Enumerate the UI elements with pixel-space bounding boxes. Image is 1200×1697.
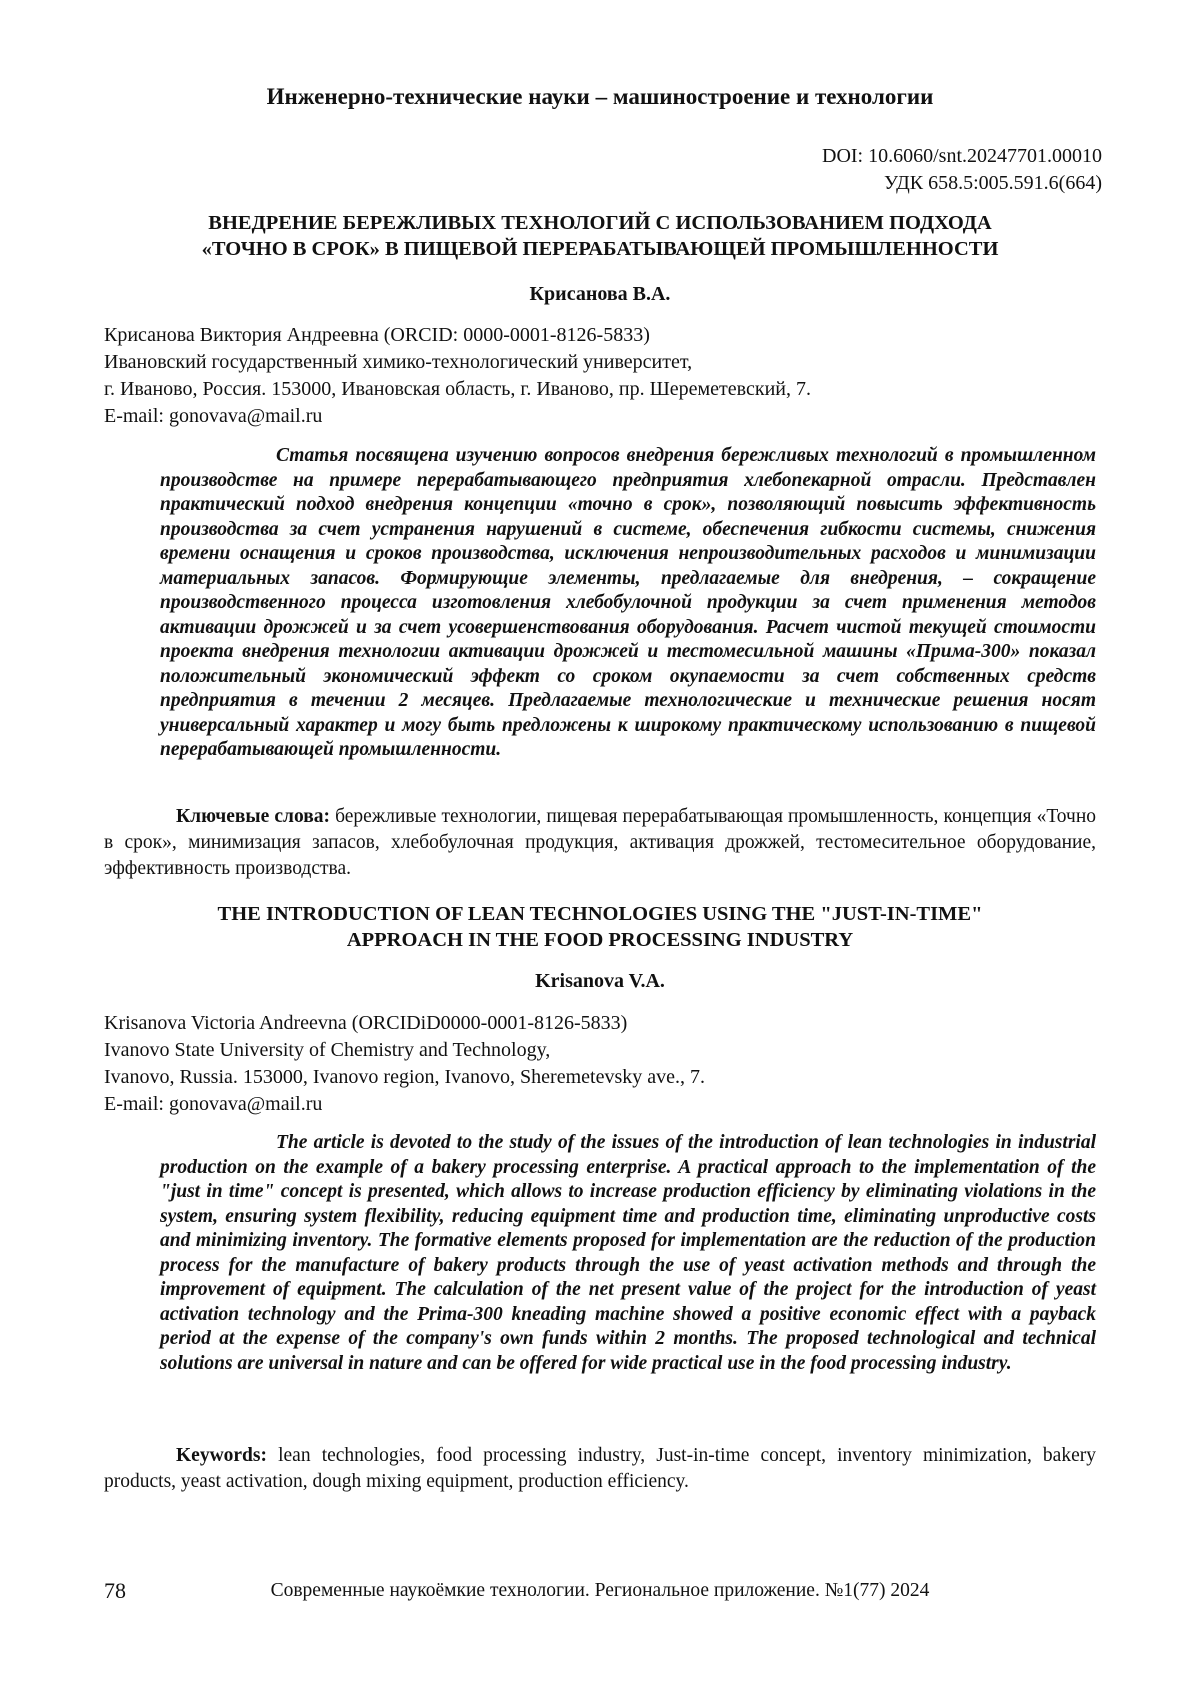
ru-affil-name: Крисанова Виктория Андреевна (ORCID: 0000-0001-8126-5833) (104, 324, 650, 346)
footer-journal-name: Современные наукоёмкие технологии. Региональное приложение. №1(77) 2024 (270, 1580, 930, 1601)
en-affil-address: Ivanovo, Russia. 153000, Ivanovo region, Ivanovo, Sheremetevsky ave., 7. (104, 1066, 705, 1088)
doi-block (822, 143, 1102, 197)
en-affil-university: Ivanovo State University of Chemistry and Technology, (104, 1039, 551, 1061)
ru-title-line-2: «ТОЧНО В СРОК» В ПИЩЕВОЙ ПЕРЕРАБАТЫВАЮЩЕЙ ПРОМЫШЛЕННОСТИ (201, 238, 999, 260)
en-affil-name: Krisanova Victoria Andreevna (ORCIDiD0000-0001-8126-5833) (104, 1012, 628, 1034)
doi: DOI: 10.6060/snt.20247701.00010 (822, 145, 1102, 167)
ru-keywords (104, 804, 1096, 882)
page-number: 78 (104, 1578, 126, 1603)
journal-section-heading: Инженерно-технические науки – машиностроение и технологии (266, 84, 934, 109)
en-author-short: Krisanova V.A. (535, 970, 665, 992)
en-affiliation (104, 1010, 1104, 1118)
ru-affiliation (104, 322, 1104, 430)
ru-title-line-1: ВНЕДРЕНИЕ БЕРЕЖЛИВЫХ ТЕХНОЛОГИЙ С ИСПОЛЬЗОВАНИЕМ ПОДХОДА (208, 212, 992, 234)
ru-affil-email: E-mail: gonovava@mail.ru (104, 405, 323, 427)
en-keywords-label: Keywords: (176, 1445, 267, 1466)
ru-abstract: Статья посвящена изучению вопросов внедрения бережливых технологий в промышленном производстве на примере перерабатывающего предприятия хлебопекарной отрасли. Представлен практический подход внедрения концепции «точно в срок», позволяющий повысить эффективность производства за счет устранения нарушений в системе, обеспечения гибкости системы, снижения времени оснащения и сроков производства, исключения непроизводительных расходов и минимизации материальных запасов. Формирующие элементы, предлагаемые для внедрения, – сокращение производственного процесса изготовления хлебобулочной продукции за счет применения методов активации дрожжей и за счет усовершенствования оборудования. Расчет чистой текущей стоимости проекта внедрения технологии активации дрожжей и тестомесильной машины «Прима-300» показал положительный экономический эффект со сроком окупаемости за счет собственных средств предприятия в течении 2 месяцев. Предлагаемые технологические и технические решения носят универсальный характер и могу быть предложены к широкому практическому использованию в пищевой перерабатывающей промышленности. (160, 445, 1096, 760)
ru-affil-university: Ивановский государственный химико-технологический университет, (104, 351, 693, 373)
en-title-line-2: APPROACH IN THE FOOD PROCESSING INDUSTRY (346, 929, 854, 951)
ru-keywords-label: Ключевые слова: (176, 806, 330, 827)
ru-author-short: Крисанова В.А. (529, 283, 671, 305)
ru-keywords-text: бережливые технологии, пищевая перерабатывающая промышленность, концепция «Точно в срок», минимизация запасов, хлебобулочная продукция, активация дрожжей, тестомесительное оборудование, эффективность производства. (104, 806, 1097, 879)
en-abstract: The article is devoted to the study of the issues of the introduction of lean technologies in industrial production on the example of a bakery processing enterprise. A practical approach to the implementation of the "just in time" concept is presented, which allows to increase production efficiency by eliminating violations in the system, ensuring system flexibility, reducing equipment time and production time, eliminating unproductive costs and minimizing inventory. The formative elements proposed for implementation are the reduction of the production process for the manufacture of bakery products through the use of yeast activation methods and through the improvement of equipment. The calculation of the net present value of the project for the introduction of yeast activation technology and the Prima-300 kneading machine showed a positive economic effect with a payback period at the expense of the company's own funds within 2 months. The proposed technological and technical solutions are universal in nature and can be offered for wide practical use in the food processing industry. (160, 1132, 1096, 1374)
en-title (120, 901, 1080, 953)
en-affil-email: E-mail: gonovava@mail.ru (104, 1093, 323, 1115)
en-keywords-text: lean technologies, food processing industry, Just-in-time concept, inventory minimization, bakery products, yeast activation, dough mixing equipment, production efficiency. (104, 1445, 1096, 1492)
en-keywords (104, 1443, 1096, 1495)
udk: УДК 658.5:005.591.6(664) (884, 172, 1102, 194)
ru-title (120, 210, 1080, 262)
en-title-line-1: THE INTRODUCTION OF LEAN TECHNOLOGIES USING THE "JUST-IN-TIME" (217, 903, 983, 925)
ru-affil-address: г. Иваново, Россия. 153000, Ивановская область, г. Иваново, пр. Шереметевский, 7. (104, 378, 811, 400)
